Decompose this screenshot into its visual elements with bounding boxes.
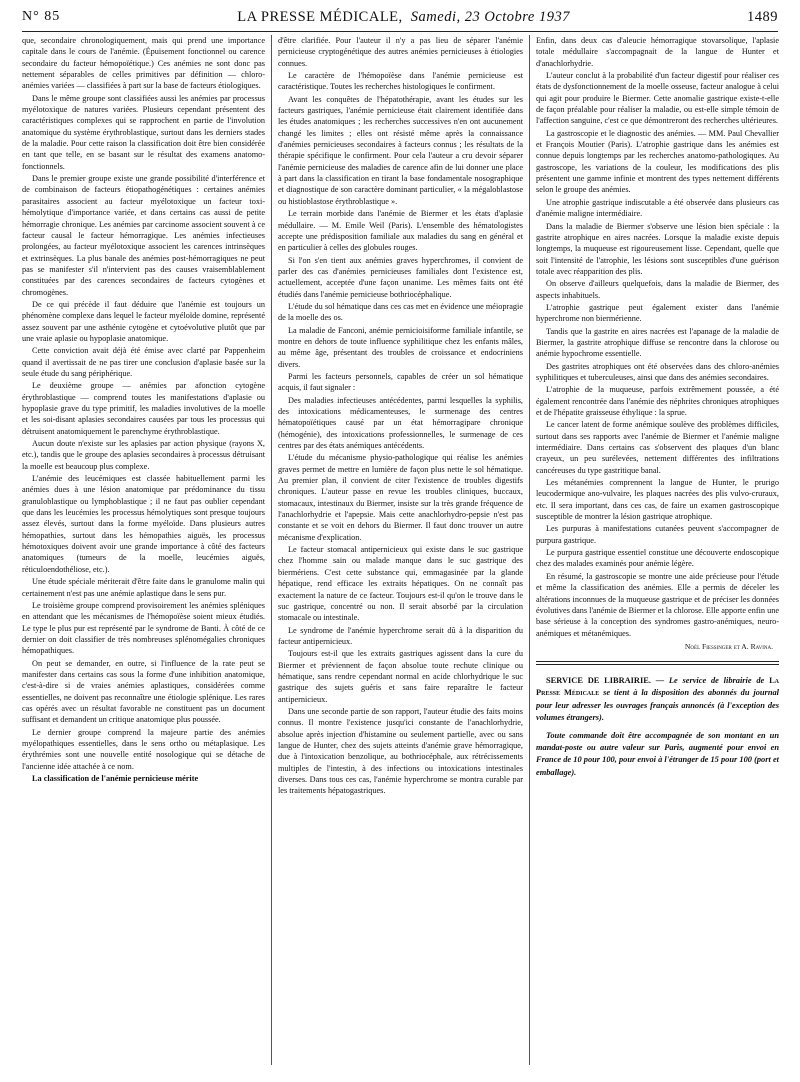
paragraph: Le deuxième groupe — anémies par afonction cytogène érythroblastique — comprend toutes les manifestations d'aplasie ou hypoplasie grave du type primitif, les maladies involutives de la moelle et les soi-disant aplasies secondaires causées par tous les processus qui détruisent anatomiquement le parenchyme érythroblastique. bbox=[22, 381, 265, 436]
section-heading-paragraph: La gastroscopie et le diagnostic des anémies. — MM. Paul Chevallier et François Moutier (Paris). L'atrophie gastrique dans les anémies est connue depuis longtemps par les recherches anatomo-pathologiques. Au gastroscope, les variations de la couleur, les modifications des plis présentent une gamme infinie et montrent des types nettement différents selon le groupe des anémies. bbox=[536, 128, 779, 195]
paragraph: Le caractère de l'hémopoïèse dans l'anémie pernicieuse est caractéristique. Toutes les recherches histologiques le confirment. bbox=[278, 71, 523, 92]
service-librairie-notice bbox=[536, 675, 779, 779]
paragraph: Le syndrome de l'anémie hyperchrome serait dû à la disparition du facteur antipernicieux. bbox=[278, 625, 523, 646]
paragraph: Dans une seconde partie de son rapport, l'auteur étudie des faits moins connus. Il montre l'existence jusqu'ici constante de l'anachlorhydrie, absolue après injection d'histamine ou seulement partielle, avec ou sans langue de Hunter, chez des sujets atteints d'anémie grave hémorragique, due à l'intoxication benzolique, au bothriocéphale, aux rétrécissements multiples de l'intestin, à des infections ou intoxications intestinales diverses. Dans tous ces cas, l'anémie hyperchrome se montra curable par les traitements hépatogastriques. bbox=[278, 706, 523, 796]
service-text: se tient à la disposition des abonnés du journal pour leur adresser les ouvrages français annoncés (à l'exception des volumes étrangers). bbox=[536, 688, 779, 722]
paragraph: On observe d'ailleurs quelquefois, dans la maladie de Biermer, des aspects inhabituels. bbox=[536, 279, 779, 300]
issue-date: Samedi, 23 Octobre 1937 bbox=[410, 8, 570, 25]
paragraph: Le facteur stomacal antipernicieux qui existe dans le suc gastrique chez l'homme sain ou malade manque dans le suc gastrique des biermériens. C'est cette substance qui, emmagasinée par la glande hépatique, rend efficace les extraits hépatiques. On ne connaît pas exactement la nature de ce facteur. Toujours est-il qu'on le trouve dans le suc gastrique, concentré ou non. Il serait absorbé par la circulation stomacale ou intestinale. bbox=[278, 545, 523, 623]
paragraph: Dans la maladie de Biermer s'observe une lésion bien spéciale : la gastrite atrophique en aires nacrées. Lorsque la maladie existe depuis longtemps, la muqueuse est rigoureusement lisse. Cependant, quelle que soit l'intensité de l'atrophie, les lésions sont susceptibles d'une guérison totale avec réapparition des plis. bbox=[536, 221, 779, 276]
paragraph: Une atrophie gastrique indiscutable a été observée dans plusieurs cas d'anémie maligne intermédiaire. bbox=[536, 197, 779, 219]
paragraph: Avant les conquêtes de l'hépatothérapie, avant les études sur les facteurs gastriques, l'anémie pernicieuse était clairement identifiée dans les études anatomiques ; les recherches successives n'en ont aucunement changé les limites ; elles ont résisté même après la connaissance d'anémies pernicieuses secondaires à facteurs connus ; les résultats de la thérapie spécifique le confirment. Pour cela l'auteur a cru devoir séparer l'anémie pernicieuse des maladies de carence afin de lui donner une place à part dans la classification en tirant la base fondamentale nosographique et diagnostique de son caractère dominant particulier, « la mégaloblastose ou histioblastose érythroblastique ». bbox=[278, 94, 523, 206]
paragraph: De ce qui précède il faut déduire que l'anémie est toujours un phénomène complexe dans lequel le facteur myéloïde domine, représenté assez souvent par une asthénie cytogène et cytoévolutive plutôt que par une vraie aplasie ou hypoplasie anatomique. bbox=[22, 299, 265, 343]
service-text: Le service de librairie de bbox=[664, 676, 770, 686]
column-left bbox=[22, 35, 265, 1065]
paragraph: L'étude du sol hématique dans ces cas met en évidence une méiopragie de la moelle des os. bbox=[278, 301, 523, 323]
paragraph: En résumé, la gastroscopie se montre une aide précieuse pour l'étude et même la classification des anémies. Elle a permis de déceler les altérations inconnues de la muqueuse gastrique et de préciser les données évolutives dans l'anémie de Biermer et la chlorose. Elle apporte enfin une base sérieuse à la conception des syndromes gastro-anémiques, neuro-anémiques et métanémiques. bbox=[536, 571, 779, 638]
column-divider bbox=[529, 35, 530, 1065]
paragraph: d'être clarifiée. Pour l'auteur il n'y a pas lieu de séparer l'anémie pernicieuse cryptogénétique des autres anémies pernicieuses à étiologies connues. bbox=[278, 36, 523, 68]
paragraph: Enfin, dans deux cas d'aleucie hémorragique stovarsolique, l'aplasie totale médullaire s'accompagnait de la langue de Hunter et d'anachlorhydrie. bbox=[536, 36, 779, 68]
paragraph: Des maladies infectieuses antécédentes, parmi lesquelles la syphilis, des intoxications médicamenteuses, le surmenage des centres hématopoïétiques causé par un état hémorragipare chronique (hémogénie), des intoxications professionnelles, le surmenage de ces centres par des états anémiques antécédents. bbox=[278, 395, 523, 451]
column-right bbox=[536, 35, 779, 1065]
service-paragraph bbox=[536, 675, 779, 724]
paragraph: La classification de l'anémie pernicieuse mérite bbox=[32, 774, 199, 783]
paragraph: Tandis que la gastrite en aires nacrées est l'apanage de la maladie de Biermer, la gastrite atrophique diffuse se rencontre dans la chlorose ou anémie hypochrome essentielle. bbox=[536, 326, 779, 359]
paragraph: L'atrophie gastrique peut également exister dans l'anémie hyperchrome non biermérienne. bbox=[536, 302, 779, 324]
paragraph: Aucun doute n'existe sur les aplasies par action physique (rayons X, etc.), tandis que le groupe des aplasies secondaires à processus détruisant la moelle est beaucoup plus complexe. bbox=[22, 439, 265, 471]
service-paragraph: Toute commande doit être accompagnée de son montant en un mandat-poste ou autre valeur sur Paris, augmenté pour envoi en France de 10 pour 100, pour envoi à l'étranger de 15 pour 100 (port et emballage). bbox=[536, 731, 779, 777]
header-rule bbox=[22, 31, 778, 32]
column-middle bbox=[278, 35, 523, 1065]
paragraph: Le dernier groupe comprend la majeure partie des anémies myélopathiques essentielles, dans le sens ortho ou métaplasique. Les érythrémies sont une nouvelle entité nosologique qui se détache de l'ancienne idée attachée à ce nom. bbox=[22, 727, 265, 771]
paragraph: Parmi les facteurs personnels, capables de créer un sol hématique acquis, il faut signaler : bbox=[278, 371, 523, 393]
paragraph: La maladie de Fanconi, anémie pernicioisiforme familiale infantile, se montre en dehors de toute influence syphilitique chez les enfants mâles, au même âge, présentant des troubles de croissance et endocriniens divers. bbox=[278, 325, 523, 369]
paragraph: Dans le même groupe sont classifiées aussi les anémies par processus myélotoxique de natures variées. Plusieurs cependant présentent des caractéristiques complexes qui se rapprochent en partie de l'involution anatomique du système érythroblastique, surtout dans les derniers stades de la maladie. Pour cette raison la classification doit être bien considérée en tant que telle, en se basant sur le résultat des examens anatomo-fonctionnels. bbox=[22, 93, 265, 171]
paragraph: L'anémie des leucémiques est classée habituellement parmi les anémies dues à une lésion anatomique par prédominance du tissu granuloblastique ou lymphoblastique ; il ne faut pas oublier cependant que dans les leucémies les processus hémolytiques sont presque toujours assez élevés, surtout dans la forme myéloïde. Dans plusieurs autres hémopathies, surtout dans les hémopathies aiguës, les processus hémotoxiques doivent avoir une grande importance à côté des facteurs anatomiques (tumeurs de la moelle, leucémies aiguës, réticuloendothéliose, etc.). bbox=[22, 474, 265, 574]
service-lead: SERVICE DE LIBRAIRIE. — bbox=[546, 676, 665, 686]
column-divider bbox=[271, 35, 272, 1065]
journal-title-line bbox=[237, 9, 570, 26]
paragraph: que, secondaire chronologiquement, mais qui prend une importance capitale dans le cours de l'anémie. (Épuisement fonctionnel ou carence secondaire du facteur hémopoïétique.) Ces anémies ne sont donc pas nettement séparables de celles primitives par définition — chloro-anémies variées — classifiées à part sur la base de facteurs étiologiques. bbox=[22, 36, 265, 91]
paragraph: Si l'on s'en tient aux anémies graves hyperchromes, il convient de parler des cas d'anémies pernicieuses familiales dont l'existence est, actuellement, acceptée d'une façon unanime. Les mêmes faits ont été étudiés dans l'anémie pernicieuse bothriocéphalique. bbox=[278, 255, 523, 299]
paragraph: Dans le premier groupe existe une grande possibilité d'interférence et de combinaison de facteurs étiopathogénétiques : certaines anémies parasitaires associent au facteur myélotoxique un facteur toxi-hémolytique d'importance variée, et dans certains cas aussi de petite hémorragie chronique. Les anémies par carcinome associent souvent à ce facteur causal le facteur hémorragique. Les anémies infectieuses prolongées, au facteur myélotoxique associent les carences intrinsèques et extrinsèques. La plus banale des anémies post-hémorragiques ne peut pas se manifester s'il n'intervient pas des causes vraisemblablement constituées par des carences secondaires de facteurs cytogènes et chromogènes. bbox=[22, 174, 265, 297]
paragraph: L'auteur conclut à la probabilité d'un facteur digestif pour réaliser ces états de dysfonctionnement de la moelle osseuse, facteur analogue à celui qui agit pour produire le Biermer. Cette anomalie gastrique existe-t-elle de façon préalable pour réaliser la maladie, ou est-elle simple témoin de l'affection sanguine, c'est ce que démontreront des recherches ultérieures. bbox=[536, 71, 779, 126]
paragraph: L'atrophie de la muqueuse, parfois extrêmement poussée, a été également rencontrée dans l'anémie des néphrites chroniques atrophiques et de l'hépatite graisseuse éthylique : la sprue. bbox=[536, 385, 779, 417]
journal-title: LA PRESSE MÉDICALE, bbox=[237, 8, 403, 25]
paragraph: Des gastrites atrophiques ont été observées dans des chloro-anémies syphilitiques et tuberculeuses, ainsi que dans des anémies secondaires. bbox=[536, 361, 779, 382]
paragraph: Cette conviction avait déjà été émise avec clarté par Pappenheim quand il avertissait de ne pas tirer une conclusion d'aplasie basée sur la seule étude du sang périphérique. bbox=[22, 346, 265, 378]
section-heading-paragraph: Le terrain morbide dans l'anémie de Biermer et les états d'aplasie médullaire. — M. Emile Weil (Paris). L'ensemble des hématologistes accepte une prédisposition familiale aux maladies du sang en général et en particulier à celles des globules rouges. bbox=[278, 209, 523, 253]
section-rule bbox=[536, 661, 779, 662]
paragraph: Le cancer latent de forme anémique soulève des problèmes difficiles, surtout dans ses rapports avec l'anémie de Biermer et l'anémie maligne intermédiaire. Dans certains cas s'observent des plaques d'un blanc crayeux, un peu surélevées, nettement différentes des infiltrations cancéreuses du type gastritique banal. bbox=[536, 420, 779, 475]
author-signature: Noël Fiessinger et A. Ravina. bbox=[684, 641, 773, 651]
issue-number: N° 85 bbox=[22, 9, 61, 24]
paragraph: Le purpura gastrique essentiel constitue une découverte endoscopique chez des malades examinés pour anémie légère. bbox=[536, 548, 779, 569]
service-journal-name: La Presse Médicale bbox=[536, 676, 779, 698]
paragraph: Le troisième groupe comprend provisoirement les anémies spléniques en attendant que les mécanismes de l'hémopoïèse soient mieux étudiés. Le type le plus pur est représenté par le syndrome de Banti. À côté de ce dernier on doit classifier de très nombreuses splénomégalies chroniques hémopathiques. bbox=[22, 600, 265, 656]
paragraph: Les métanémies comprennent la langue de Hunter, le prurigo leucodermique ano-vulvaire, les plaques nacrées des plis vulvo-cruraux, etc. Il sera important, dans ces cas, de faire un examen gastroscopique susceptible de montrer la lésion gastrique atrophique. bbox=[536, 478, 779, 522]
section-rule bbox=[536, 664, 779, 665]
paragraph: Toujours est-il que les extraits gastriques agissent dans la cure du Biermer et préviennent de façon absolue toute rechute clinique ou hématique, sans rendre cependant normal en acide chlorhydrique le suc gastrique des sujets guéris et sans faire reparaître le facteur antipernicieux. bbox=[278, 649, 523, 704]
paragraph: L'étude du mécanisme physio-pathologique qui réalise les anémies graves permet de mettre en lumière de façon plus nette le sol hématique. Au premier plan, il convient de citer l'existence de troubles digestifs chroniques. L'auteur passe en revue les troubles cliniques, buccaux, stomacaux, intestinaux du Biermer, insiste sur la très grande fréquence de l'anachlorhydrie et l'apepsie. Mais cette anachlorhydro-pepsie n'est pas constante et se voit en dehors du Biermer. Il faut donc trouver un autre mécanisme d'explication. bbox=[278, 453, 523, 542]
paragraph: Les purpuras à manifestations cutanées peuvent s'accompagner de purpura gastrique. bbox=[536, 524, 779, 545]
paragraph: On peut se demander, en outre, si l'influence de la rate peut se manifester dans certains cas sous la forme d'une inhibition anatomique, c'est-à-dire si de vraies anémies aplastiques, considérées comme essentielles, ne doivent pas reconnaître une étiologie splénique. Les rares cas opérés avec un résultat favorable ne constituent pas un document suffisant et demandent un critique anatomique plus poussée. bbox=[22, 658, 265, 725]
paragraph: Une étude spéciale mériterait d'être faite dans le granulome malin qui certainement n'est pas une anémie aplastique dans le sens pur. bbox=[22, 577, 265, 598]
page-header bbox=[22, 5, 778, 29]
page-number: 1489 bbox=[747, 8, 778, 25]
